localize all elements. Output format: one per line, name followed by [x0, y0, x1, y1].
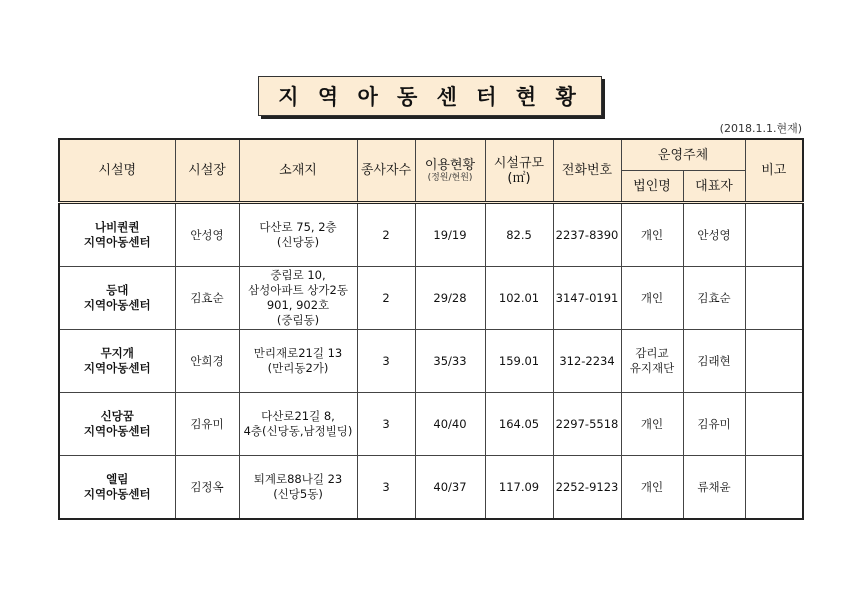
staff-count-cell: 3: [357, 330, 415, 393]
representative-cell: 김효순: [683, 267, 745, 330]
address-cell: 중림로 10, 삼성아파트 상가2동 901, 902호 (중림동): [239, 267, 357, 330]
corp-name-cell: 개인: [621, 393, 683, 456]
phone-number-cell: 3147-0191: [553, 267, 621, 330]
title-box: [258, 76, 602, 116]
note-cell: [745, 330, 803, 393]
director-name-cell: 안희경: [175, 330, 239, 393]
corp-name-cell: 개인: [621, 456, 683, 520]
facility-name-cell: 신당꿈 지역아동센터: [59, 393, 175, 456]
header-staff: 종사자수: [357, 139, 415, 203]
header-size: [485, 139, 553, 203]
address-cell: 다산로21길 8, 4층(신당동,남정빌딩): [239, 393, 357, 456]
note-cell: [745, 267, 803, 330]
table-row: [59, 393, 803, 456]
phone-number-cell: 2237-8390: [553, 203, 621, 267]
facility-size-cell: 82.5: [485, 203, 553, 267]
phone-number-cell: 312-2234: [553, 330, 621, 393]
header-address: 소재지: [239, 139, 357, 203]
facility-name-cell: 무지개 지역아동센터: [59, 330, 175, 393]
staff-count-cell: 2: [357, 203, 415, 267]
address-cell: 만리재로21길 13 (만리동2가): [239, 330, 357, 393]
header-usage-sub: (정원/현원): [427, 173, 473, 183]
address-cell: 퇴계로88나길 23 (신당5동): [239, 456, 357, 520]
director-name-cell: 김정옥: [175, 456, 239, 520]
header-rep: 대표자: [683, 171, 745, 203]
corp-name-cell: 개인: [621, 203, 683, 267]
director-name-cell: 안성영: [175, 203, 239, 267]
representative-cell: 안성영: [683, 203, 745, 267]
facility-name-cell: 나비퀀퀀 지역아동센터: [59, 203, 175, 267]
facility-name-cell: 엘림 지역아동센터: [59, 456, 175, 520]
representative-cell: 류채윤: [683, 456, 745, 520]
representative-cell: 김유미: [683, 393, 745, 456]
phone-number-cell: 2297-5518: [553, 393, 621, 456]
page-title: 지 역 아 동 센 터 현 황: [278, 85, 582, 109]
header-usage-label: 이용현황: [424, 158, 476, 173]
staff-count-cell: 3: [357, 393, 415, 456]
header-phone: 전화번호: [553, 139, 621, 203]
facility-name-cell: 등대 지역아동센터: [59, 267, 175, 330]
staff-count-cell: 3: [357, 456, 415, 520]
date-note: (2018.1.1.현재): [719, 122, 802, 135]
usage-status-cell: 40/40: [415, 393, 485, 456]
facility-size-cell: 117.09: [485, 456, 553, 520]
representative-cell: 김래현: [683, 330, 745, 393]
usage-status-cell: 40/37: [415, 456, 485, 520]
header-usage: [415, 139, 485, 203]
header-size-label: 시설규모: [493, 155, 545, 171]
staff-count-cell: 2: [357, 267, 415, 330]
usage-status-cell: 29/28: [415, 267, 485, 330]
header-director: 시설장: [175, 139, 239, 203]
header-corp: 법인명: [621, 171, 683, 203]
header-facility: 시설명: [59, 139, 175, 203]
facility-size-cell: 102.01: [485, 267, 553, 330]
usage-status-cell: 19/19: [415, 203, 485, 267]
header-operator: 운영주체: [621, 139, 745, 171]
header-note: 비고: [745, 139, 803, 203]
facility-size-cell: 159.01: [485, 330, 553, 393]
address-cell: 다산로 75, 2층 (신당동): [239, 203, 357, 267]
table-row: [59, 267, 803, 330]
facility-table: [58, 138, 804, 520]
table-row: [59, 203, 803, 267]
table-row: [59, 330, 803, 393]
header-size-unit: (㎡): [507, 170, 531, 186]
note-cell: [745, 203, 803, 267]
table-row: [59, 456, 803, 520]
director-name-cell: 김유미: [175, 393, 239, 456]
usage-status-cell: 35/33: [415, 330, 485, 393]
corp-name-cell: 개인: [621, 267, 683, 330]
corp-name-cell: 감리교 유지재단: [621, 330, 683, 393]
phone-number-cell: 2252-9123: [553, 456, 621, 520]
note-cell: [745, 456, 803, 520]
note-cell: [745, 393, 803, 456]
director-name-cell: 김효순: [175, 267, 239, 330]
facility-size-cell: 164.05: [485, 393, 553, 456]
